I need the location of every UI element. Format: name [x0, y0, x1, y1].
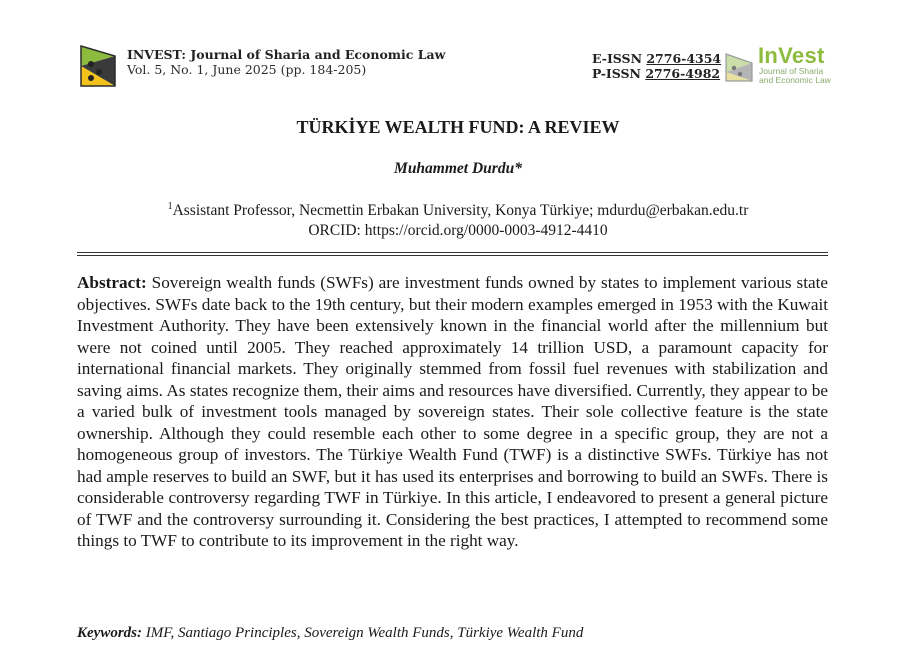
page-header: [0, 0, 916, 100]
article-author: Muhammet Durdu*: [394, 160, 522, 177]
pissn-line: [592, 66, 721, 81]
eissn-line: [592, 51, 721, 66]
section-divider: [77, 252, 828, 256]
affiliation-block: [0, 201, 916, 241]
pissn-value[interactable]: 2776-4982: [645, 66, 721, 81]
orcid-line[interactable]: ORCID: https://orcid.org/0000-0003-4912-4410: [308, 222, 608, 239]
keywords-label: Keywords:: [77, 625, 142, 641]
abstract-label: Abstract:: [77, 273, 147, 292]
pissn-label: P-ISSN: [592, 66, 641, 81]
brand-sub-line1: Journal of Sharia: [759, 66, 824, 76]
abstract-text: Sovereign wealth funds (SWFs) are investment funds owned by states to implement various state objectives. SWFs date back to the 19th century, but their modern examples emerged in 1953 with the Kuwait Investment Authority. They have been extensively known in the financial world after the millennium but were not coined until 2005. They reached approximately 14 trillion USD, a paramount capacity for international financial markets. They originally stemmed from fossil fuel revenues with stabilization and saving aims. As states recognize them, their aims and resources have diversified. Currently, they appear to be a varied bulk of investment tools managed by sovereign states. Their sole collective feature is the state ownership. Although they could resemble each other to some degree in a specific group, they are not a homogeneous group of investors. The Türkiye Wealth Fund (TWF) is a distinctive SWFs. Türkiye has not had ample reserves to build an SWF, but it has used its enterprises and borrowing to build an SWFs. There is considerable controversy regarding TWF in Türkiye. In this article, I endeavored to present a general picture of TWF and the controversy surrounding it. Considering the best practices, I attempted to recommend some things to TWF to contribute to its improvement in the right way.: [77, 273, 829, 550]
eissn-value[interactable]: 2776-4354: [646, 51, 722, 66]
brand-name: InVest: [758, 43, 825, 68]
invest-brand-logo: [722, 45, 840, 87]
journal-title: INVEST: Journal of Sharia and Economic Law: [127, 47, 446, 62]
affiliation-text: Assistant Professor, Necmettin Erbakan University, Konya Türkiye; mdurdu@erbakan.edu.tr: [172, 202, 749, 219]
volume-line: Vol. 5, No. 1, June 2025 (pp. 184-205): [127, 62, 367, 77]
keywords: [77, 623, 828, 643]
brand-sub-line2: and Economic Law: [759, 75, 831, 85]
keywords-value: IMF, Santiago Principles, Sovereign Wealth Funds, Türkiye Wealth Fund: [145, 625, 584, 641]
article-title: TÜRKİYE WEALTH FUND: A REVIEW: [296, 117, 620, 137]
invest-triangle-logo-icon: [79, 42, 117, 88]
brand-subtitle: [759, 67, 831, 85]
invest-brand-logo-icon: [724, 51, 754, 83]
journal-info: [127, 47, 445, 77]
issn-block: [592, 51, 721, 81]
eissn-label: E-ISSN: [592, 51, 642, 66]
affiliation-marker: 1: [167, 200, 173, 212]
affiliation-line: [0, 201, 916, 221]
abstract: [77, 272, 828, 552]
